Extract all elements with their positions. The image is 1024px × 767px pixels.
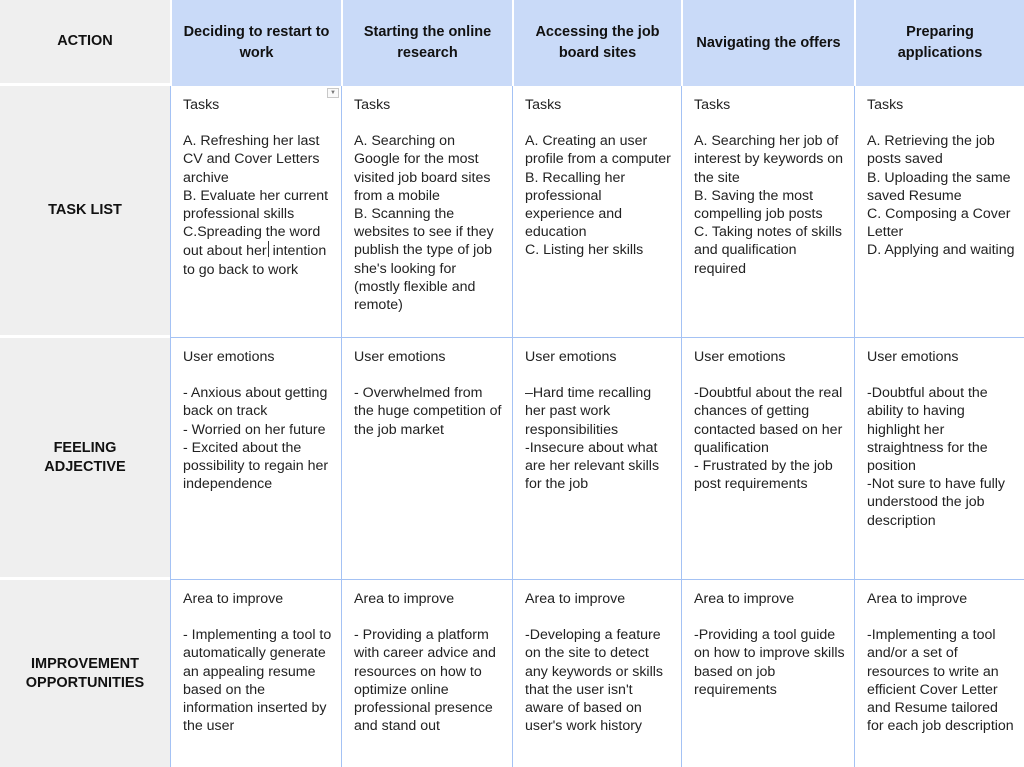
tasks-text: A. Searching on Google for the most visited job board sites from a mobile B. Scanning the websites to see if they publish the type of job she's looking for (mostly flexible and remote) — [354, 133, 494, 314]
improve-text: - Implementing a tool to automatically generate an appealing resume based on the information inserted by the user — [183, 627, 336, 735]
column-header-5[interactable] — [854, 0, 1024, 86]
text-cursor — [268, 241, 269, 257]
emotions-label: User emotions — [183, 349, 275, 365]
tasks-label: Tasks — [867, 97, 904, 113]
emotions-text: - Overwhelmed from the huge competition of the job market — [354, 385, 506, 438]
emotion-cell-2[interactable] — [341, 338, 512, 580]
column-header-4[interactable] — [681, 0, 854, 86]
row-header-action: ACTION — [0, 0, 170, 86]
chevron-down-icon[interactable]: ▼ — [327, 88, 339, 98]
tasks-text: A. Searching her job of interest by keywords on the site B. Saving the most compelling job posts C. Taking notes of skills and qualification required — [694, 133, 844, 277]
emotions-text: -Doubtful about the real chances of getting contacted based on her qualification - Frustrated by the job post requirements — [694, 385, 843, 493]
improve-label: Area to improve — [694, 591, 795, 607]
row-header-improvement-opportunities: IMPROVEMENT OPPORTUNITIES — [0, 580, 170, 767]
emotion-cell-5[interactable] — [854, 338, 1024, 580]
emotions-label: User emotions — [694, 349, 786, 365]
emotions-text: –Hard time recalling her past work responsibilities -Insecure about what are her relevant skills for the job — [525, 385, 660, 493]
improve-text: -Providing a tool guide on how to improve skills based on job requirements — [694, 627, 849, 698]
tasks-text — [183, 132, 333, 279]
column-header-2[interactable] — [341, 0, 512, 86]
improve-cell-5[interactable] — [854, 580, 1024, 767]
column-title: Navigating the offers — [696, 34, 841, 51]
tasks-label: Tasks — [354, 97, 391, 113]
improve-cell-4[interactable] — [681, 580, 854, 767]
column-header-3[interactable] — [512, 0, 681, 86]
column-title: Deciding to restart to work — [183, 24, 330, 61]
improve-cell-2[interactable] — [341, 580, 512, 767]
emotion-cell-1[interactable] — [170, 338, 341, 580]
column-title: Accessing the job board sites — [535, 24, 660, 61]
improve-text: -Developing a feature on the site to detect any keywords or skills that the user isn't aware of based on user's work history — [525, 627, 667, 735]
row-header-feeling-adjective: FEELING ADJECTIVE — [0, 338, 170, 580]
improve-cell-3[interactable] — [512, 580, 681, 767]
tasks-label: Tasks — [183, 97, 220, 113]
column-title: Preparing applications — [897, 24, 983, 61]
task-cell-2[interactable] — [341, 86, 512, 338]
task-cell-5[interactable] — [854, 86, 1024, 338]
tasks-label: Tasks — [525, 97, 562, 113]
emotions-label: User emotions — [354, 349, 446, 365]
emotion-cell-3[interactable] — [512, 338, 681, 580]
task-cell-4[interactable] — [681, 86, 854, 338]
tasks-text-tail: intention to go back to work — [183, 243, 331, 278]
column-title: Starting the online research — [363, 24, 492, 61]
tasks-text-main: A. Refreshing her last CV and Cover Letters archive B. Evaluate her current professional skills C.Spreading the word out about her — [183, 133, 329, 260]
improve-text: - Providing a platform with career advice and resources on how to optimize online professional presence and stand out — [354, 627, 500, 735]
tasks-text: A. Creating an user profile from a computer B. Recalling her professional experience and education C. Listing her skills — [525, 133, 671, 259]
improve-label: Area to improve — [525, 591, 626, 607]
row-header-task-list: TASK LIST — [0, 86, 170, 338]
emotion-cell-4[interactable] — [681, 338, 854, 580]
emotions-label: User emotions — [867, 349, 959, 365]
emotions-text: -Doubtful about the ability to having highlight her straightness for the position -Not sure to have fully understood the job description — [867, 385, 1005, 529]
tasks-label: Tasks — [694, 97, 731, 113]
improve-label: Area to improve — [867, 591, 968, 607]
emotions-text: - Anxious about getting back on track - Worried on her future - Excited about the possibility to regain her independence — [183, 385, 329, 493]
improve-label: Area to improve — [183, 591, 284, 607]
column-header-1[interactable] — [170, 0, 341, 86]
improve-label: Area to improve — [354, 591, 455, 607]
emotions-label: User emotions — [525, 349, 617, 365]
task-cell-1[interactable] — [170, 86, 341, 338]
task-cell-3[interactable] — [512, 86, 681, 338]
improve-text: -Implementing a tool and/or a set of resources to write an efficient Cover Letter and Resume tailored for each job description — [867, 627, 1014, 735]
tasks-text: A. Retrieving the job posts saved B. Uploading the same saved Resume C. Composing a Cover Letter D. Applying and waiting — [867, 133, 1015, 259]
improve-cell-1[interactable] — [170, 580, 341, 767]
